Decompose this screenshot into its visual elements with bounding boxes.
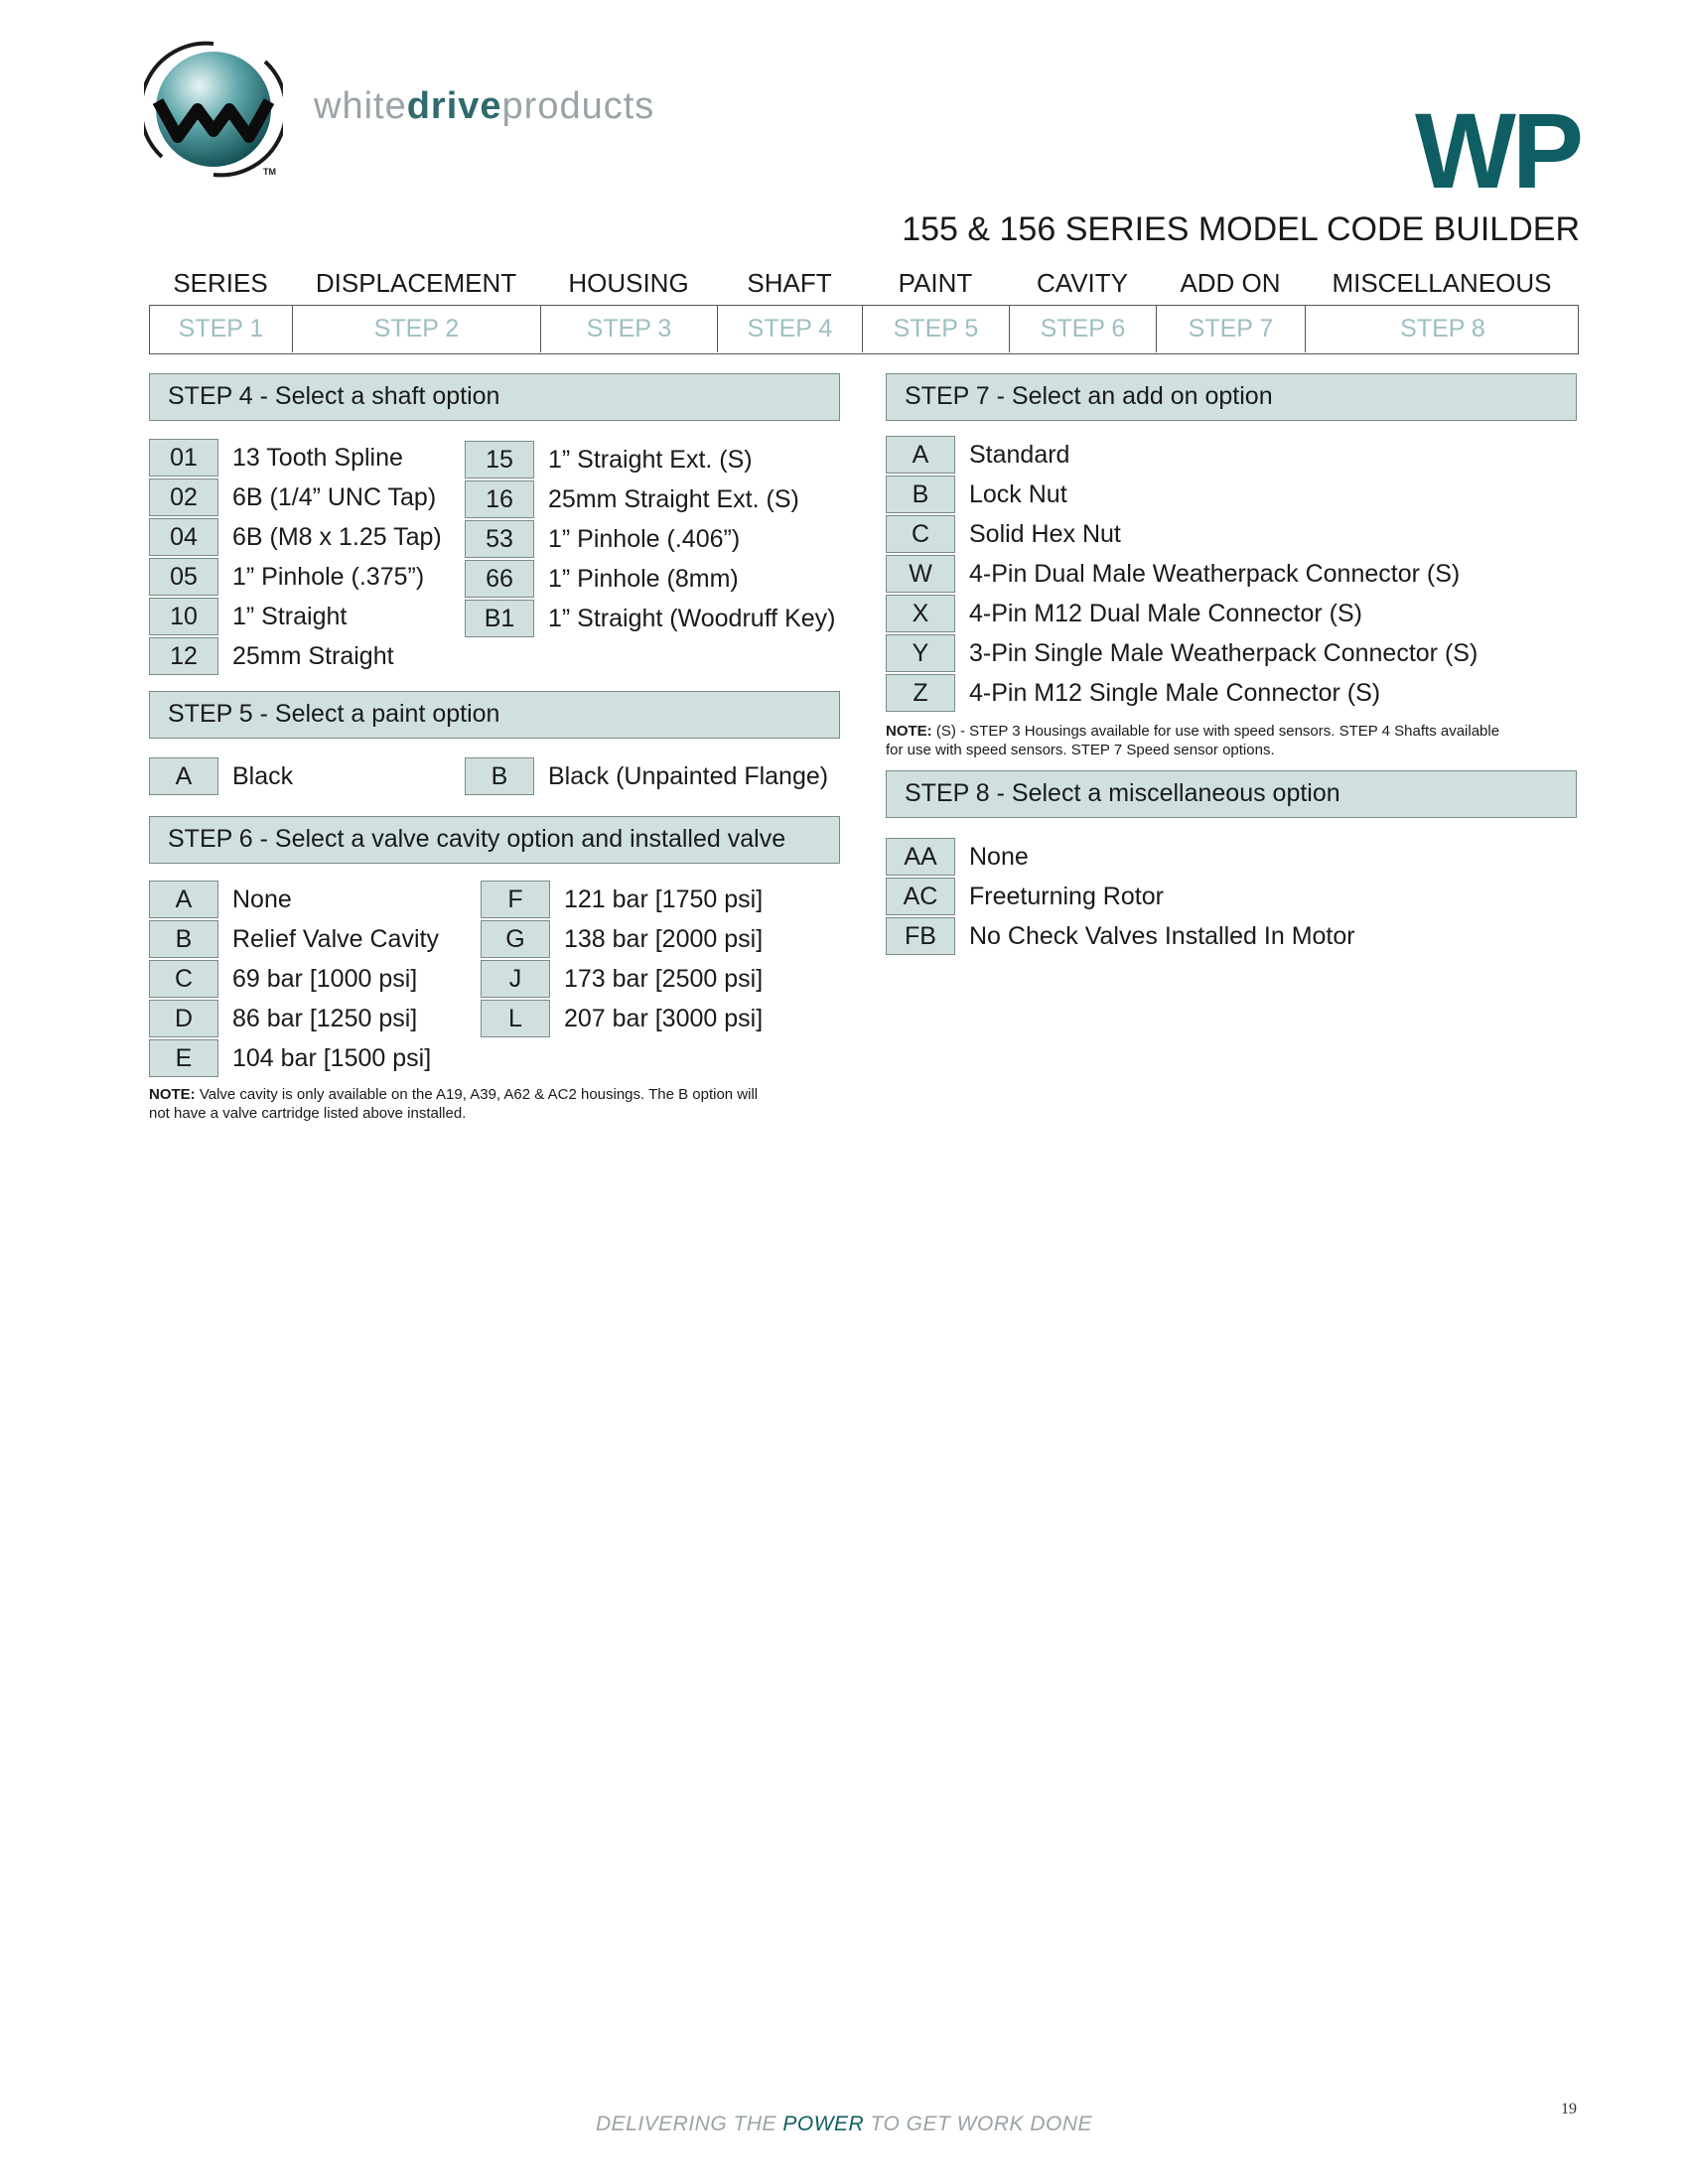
option-description: 4-Pin M12 Single Male Connector (S): [969, 679, 1381, 707]
option-code: C: [886, 515, 955, 553]
option-description: 25mm Straight: [232, 642, 394, 670]
page-title: 155 & 156 SERIES MODEL CODE BUILDER: [902, 210, 1580, 248]
option-description: 104 bar [1500 psi]: [232, 1044, 432, 1072]
option-description: 1” Pinhole (.406”): [548, 525, 741, 553]
option-code: A: [149, 881, 218, 918]
footer-tagline: [0, 2113, 1688, 2136]
brand-bold: drive: [406, 85, 502, 127]
series-mark: WP: [1415, 90, 1580, 210]
option-description: Relief Valve Cavity: [232, 925, 439, 953]
option-description: Lock Nut: [969, 480, 1067, 508]
option-description: 86 bar [1250 psi]: [232, 1005, 418, 1032]
option-code: Z: [886, 674, 955, 712]
page-number: 19: [1561, 2101, 1577, 2117]
step6-note: [149, 1085, 844, 1123]
option-description: 6B (M8 x 1.25 Tap): [232, 523, 442, 551]
step-cell: STEP 1: [150, 306, 293, 352]
option-description: No Check Valves Installed In Motor: [969, 922, 1355, 950]
brand-wordmark: [314, 85, 654, 128]
step5-right-list: [465, 757, 842, 797]
option-description: Black: [232, 762, 294, 790]
step-cell: STEP 4: [718, 306, 863, 352]
option-row: [886, 515, 1577, 555]
option-row: [149, 1000, 447, 1039]
category-label: PAINT: [898, 268, 973, 298]
step6-note-line1: Valve cavity is only available on the A19, A39, A62 & AC2 housings. The B option will: [195, 1086, 759, 1103]
option-description: None: [232, 886, 292, 913]
step7-header: STEP 7 - Select an add on option: [886, 373, 1577, 421]
option-code: 01: [149, 439, 218, 477]
option-description: 4-Pin Dual Male Weatherpack Connector (S): [969, 560, 1461, 588]
option-description: 25mm Straight Ext. (S): [548, 485, 799, 513]
option-description: Standard: [969, 441, 1070, 469]
option-description: Black (Unpainted Flange): [548, 762, 829, 790]
option-description: 138 bar [2000 psi]: [564, 925, 764, 953]
option-code: 02: [149, 478, 218, 516]
option-description: 6B (1/4” UNC Tap): [232, 483, 437, 511]
option-description: 207 bar [3000 psi]: [564, 1005, 764, 1032]
step-cell: STEP 5: [863, 306, 1010, 352]
option-code: B1: [465, 600, 534, 637]
option-row: [149, 920, 447, 960]
option-description: 69 bar [1000 psi]: [232, 965, 418, 993]
option-code: AC: [886, 878, 955, 915]
step4-header: STEP 4 - Select a shaft option: [149, 373, 840, 421]
option-code: D: [149, 1000, 218, 1037]
option-code: 15: [465, 441, 534, 478]
option-code: J: [481, 960, 550, 998]
option-code: FB: [886, 917, 955, 955]
category-label: ADD ON: [1180, 268, 1281, 298]
option-row: [886, 436, 1577, 476]
step5-header: STEP 5 - Select a paint option: [149, 691, 840, 739]
option-description: Solid Hex Nut: [969, 520, 1121, 548]
step4-right-list: [465, 441, 842, 639]
option-row: [149, 598, 447, 637]
step-cell: STEP 7: [1157, 306, 1306, 352]
option-row: [465, 600, 842, 639]
option-description: Freeturning Rotor: [969, 883, 1164, 910]
option-code: B: [149, 920, 218, 958]
option-code: G: [481, 920, 550, 958]
option-description: None: [969, 843, 1029, 871]
option-row: [886, 917, 1577, 957]
option-row: [149, 637, 447, 677]
option-description: 1” Straight: [232, 603, 348, 630]
option-row: [481, 881, 838, 920]
option-code: 12: [149, 637, 218, 675]
step6-header: STEP 6 - Select a valve cavity option and installed valve: [149, 816, 840, 864]
step6-note-label: NOTE:: [149, 1086, 196, 1103]
option-row: [886, 595, 1577, 634]
step6-left-list: [149, 881, 447, 1079]
step7-note-line2: for use with speed sensors. STEP 7 Speed sensor options.: [886, 742, 1275, 758]
option-row: [886, 476, 1577, 515]
step-cell: STEP 6: [1010, 306, 1157, 352]
option-row: [886, 634, 1577, 674]
option-row: [465, 520, 842, 560]
step4-left-list: [149, 439, 447, 677]
option-code: 04: [149, 518, 218, 556]
option-description: 4-Pin M12 Dual Male Connector (S): [969, 600, 1362, 627]
steps-row: [149, 305, 1579, 354]
option-row: [149, 439, 447, 478]
option-code: Y: [886, 634, 955, 672]
option-description: 3-Pin Single Male Weatherpack Connector (S): [969, 639, 1478, 667]
option-row: [149, 1039, 447, 1079]
option-code: B: [465, 757, 534, 795]
option-code: 05: [149, 558, 218, 596]
option-description: 1” Pinhole (.375”): [232, 563, 425, 591]
option-code: F: [481, 881, 550, 918]
company-logo: [144, 40, 283, 179]
option-code: 66: [465, 560, 534, 598]
category-label: DISPLACEMENT: [315, 268, 517, 298]
category-row: [149, 268, 1579, 302]
option-row: [481, 920, 838, 960]
option-row: [149, 518, 447, 558]
option-row: [149, 478, 447, 518]
option-code: L: [481, 1000, 550, 1037]
step6-right-list: [481, 881, 838, 1039]
option-row: [149, 757, 447, 797]
step7-note: [886, 722, 1581, 759]
option-code: 10: [149, 598, 218, 635]
category-label: MISCELLANEOUS: [1332, 268, 1552, 298]
tagline-before: DELIVERING THE: [595, 2113, 783, 2135]
option-code: C: [149, 960, 218, 998]
option-code: X: [886, 595, 955, 632]
category-label: SHAFT: [747, 268, 832, 298]
option-row: [465, 480, 842, 520]
step6-note-line2: not have a valve cartridge listed above installed.: [149, 1105, 467, 1122]
option-description: 1” Straight Ext. (S): [548, 446, 753, 474]
step7-note-line1: (S) - STEP 3 Housings available for use with speed sensors. STEP 4 Shafts available: [931, 723, 1500, 740]
option-code: A: [149, 757, 218, 795]
category-label: HOUSING: [568, 268, 689, 298]
step-cell: STEP 8: [1400, 315, 1485, 342]
step7-note-label: NOTE:: [886, 723, 932, 740]
option-description: 13 Tooth Spline: [232, 444, 403, 472]
step7-list: [886, 436, 1577, 714]
option-row: [465, 757, 842, 797]
category-label: SERIES: [173, 268, 268, 298]
option-row: [886, 878, 1577, 917]
option-description: 1” Straight (Woodruff Key): [548, 605, 836, 632]
option-description: 121 bar [1750 psi]: [564, 886, 764, 913]
option-code: E: [149, 1039, 218, 1077]
option-row: [886, 555, 1577, 595]
option-code: 53: [465, 520, 534, 558]
brand-suffix: products: [501, 85, 655, 127]
option-row: [481, 1000, 838, 1039]
option-description: 1” Pinhole (8mm): [548, 565, 739, 593]
step-cell: STEP 3: [541, 306, 718, 352]
trademark: TM: [263, 167, 276, 177]
tagline-after: TO GET WORK DONE: [864, 2113, 1092, 2135]
option-row: [149, 881, 447, 920]
step-cell: STEP 2: [293, 306, 541, 352]
option-row: [149, 960, 447, 1000]
step8-header: STEP 8 - Select a miscellaneous option: [886, 770, 1577, 818]
option-code: W: [886, 555, 955, 593]
option-row: [465, 560, 842, 600]
option-description: 173 bar [2500 psi]: [564, 965, 764, 993]
option-code: A: [886, 436, 955, 474]
option-row: [886, 838, 1577, 878]
option-row: [886, 674, 1577, 714]
option-code: 16: [465, 480, 534, 518]
category-label: CAVITY: [1037, 268, 1128, 298]
option-code: AA: [886, 838, 955, 876]
tagline-power: POWER: [782, 2113, 865, 2135]
brand-prefix: white: [314, 85, 407, 127]
option-row: [465, 441, 842, 480]
option-row: [149, 558, 447, 598]
step8-list: [886, 838, 1577, 957]
option-row: [481, 960, 838, 1000]
step5-left-list: [149, 757, 447, 797]
option-code: B: [886, 476, 955, 513]
